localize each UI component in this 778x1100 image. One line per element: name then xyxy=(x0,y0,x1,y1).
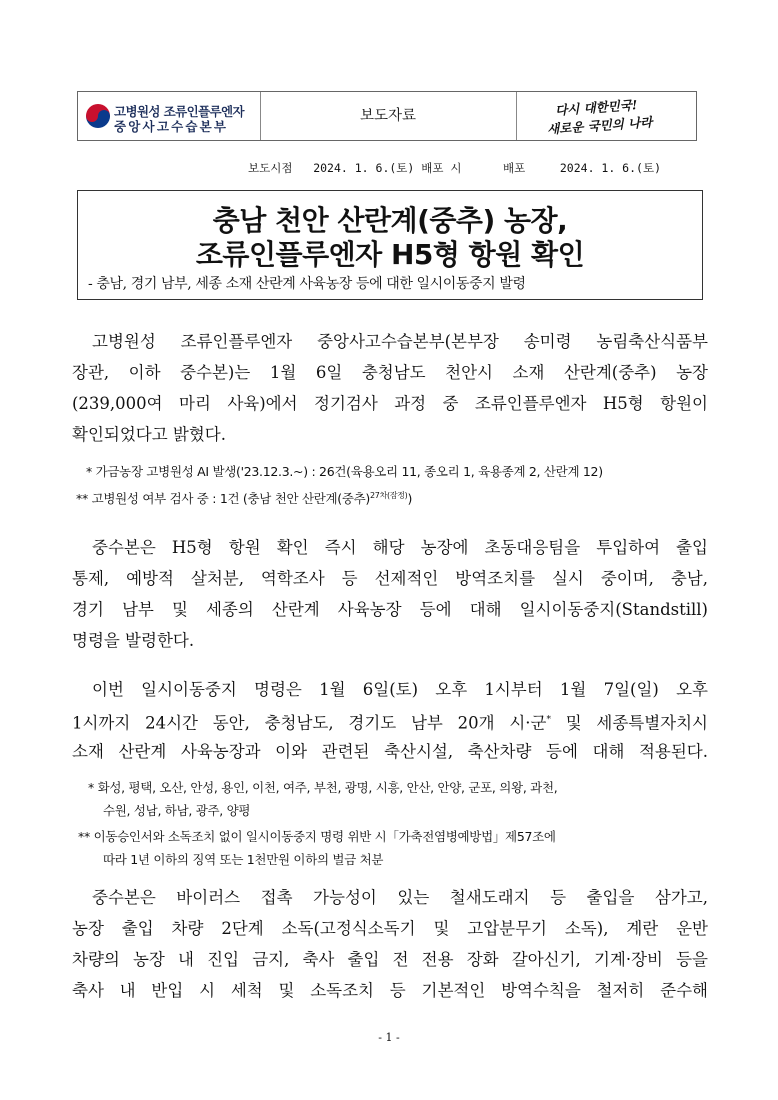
paragraph-1-line4: 확인되었다고 밝혔다. xyxy=(72,425,226,444)
footnote-penalty-line2: 따라 1년 이하의 징역 또는 1천만원 이하의 벌금 처분 xyxy=(103,852,384,867)
footnote-outbreak-count: * 가금농장 고병원성 AI 발생('23.12.3.~) : 26건(육용오리 11, 종오리 1, 육용종계 2, 산란계 12) xyxy=(86,464,603,479)
subheadline: - 충남, 경기 남부, 세종 소재 산란계 사육농장 등에 대한 일시이동중지 발령 xyxy=(88,276,526,292)
title-box xyxy=(77,190,703,300)
paragraph-1-line3: (239,000여 마리 사육)에서 정기검사 과정 중 조류인플루엔자 H5형 항원이 xyxy=(72,394,708,413)
paragraph-2-line2: 통제, 예방적 살처분, 역학조사 등 선제적인 방역조치를 실시 중이며, 충남, xyxy=(72,569,708,588)
header-box xyxy=(77,91,697,141)
paragraph-4-line1: 중수본은 바이러스 접촉 가능성이 있는 철새도래지 등 출입을 삼가고, xyxy=(92,888,708,907)
release-info: 보도시점 2024. 1. 6.(토) 배포 시 배포 2024. 1. 6.(토) xyxy=(248,161,661,175)
paragraph-3-line2: 1시까지 24시간 동안, 충청남도, 경기도 남부 20개 시·군* 및 세종특별자치시 xyxy=(72,713,708,733)
paragraph-1-line1: 고병원성 조류인플루엔자 중앙사고수습본부(본부장 송미령 농림축산식품부 xyxy=(92,332,708,351)
org-logo xyxy=(78,92,261,140)
government-slogan xyxy=(516,92,697,140)
taegeuk-emblem-icon xyxy=(86,104,110,128)
slogan-line1: 다시 대한민국! xyxy=(554,97,638,118)
footnote-regions-line2: 수원, 성남, 하남, 광주, 양평 xyxy=(103,803,251,818)
paragraph-3-line3: 소재 산란계 사육농장과 이와 관련된 축산시설, 축산차량 등에 대해 적용된다. xyxy=(72,742,708,761)
paragraph-3-line1: 이번 일시이동중지 명령은 1월 6일(토) 오후 1시부터 1월 7일(일) 오후 xyxy=(92,680,708,699)
paragraph-1-line2: 장관, 이하 중수본)는 1월 6일 충청남도 천안시 소재 산란계(중추) 농장 xyxy=(72,363,708,382)
paragraph-4-line4: 축사 내 반입 시 세척 및 소독조치 등 기본적인 방역수칙을 철저히 준수해 xyxy=(72,981,708,1000)
footnote-penalty-line1: ** 이동승인서와 소독조치 없이 일시이동중지 명령 위반 시「가축전염병예방법」제57조에 xyxy=(78,829,556,844)
paragraph-4-line2: 농장 출입 차량 2단계 소독(고정식소독기 및 고압분무기 소독), 계란 운반 xyxy=(72,919,708,938)
org-name-line2: 중앙사고수습본부 xyxy=(114,119,229,134)
slogan-line2: 새로운 국민의 나라 xyxy=(546,114,653,137)
paragraph-2-line3: 경기 남부 및 세종의 산란계 사육농장 등에 대해 일시이동중지(Standstill) xyxy=(72,600,708,619)
headline-line1: 충남 천안 산란계(중추) 농장, xyxy=(212,204,568,237)
paragraph-2-line4: 명령을 발령한다. xyxy=(72,631,195,650)
headline-line2: 조류인플루엔자 H5형 항원 확인 xyxy=(195,238,585,271)
document-type-label: 보도자료 xyxy=(359,108,417,124)
page-number: - 1 - xyxy=(378,1031,400,1044)
org-name-line1: 고병원성 조류인플루엔자 xyxy=(114,104,244,119)
paragraph-4-line3: 차량의 농장 내 진입 금지, 축사 출입 전 전용 장화 갈아신기, 기계·장비 등을 xyxy=(72,950,708,969)
footnote-pending-test: ** 고병원성 여부 검사 중 : 1건 (충남 천안 산란계(중추)$^{27차(잠정)}$) xyxy=(76,490,413,506)
paragraph-2-line1: 중수본은 H5형 항원 확인 즉시 해당 농장에 초동대응팀을 투입하여 출입 xyxy=(92,538,708,557)
footnote-regions-line1: * 화성, 평택, 오산, 안성, 용인, 이천, 여주, 부천, 광명, 시흥, 안산, 안양, 군포, 의왕, 과천, xyxy=(88,780,558,795)
